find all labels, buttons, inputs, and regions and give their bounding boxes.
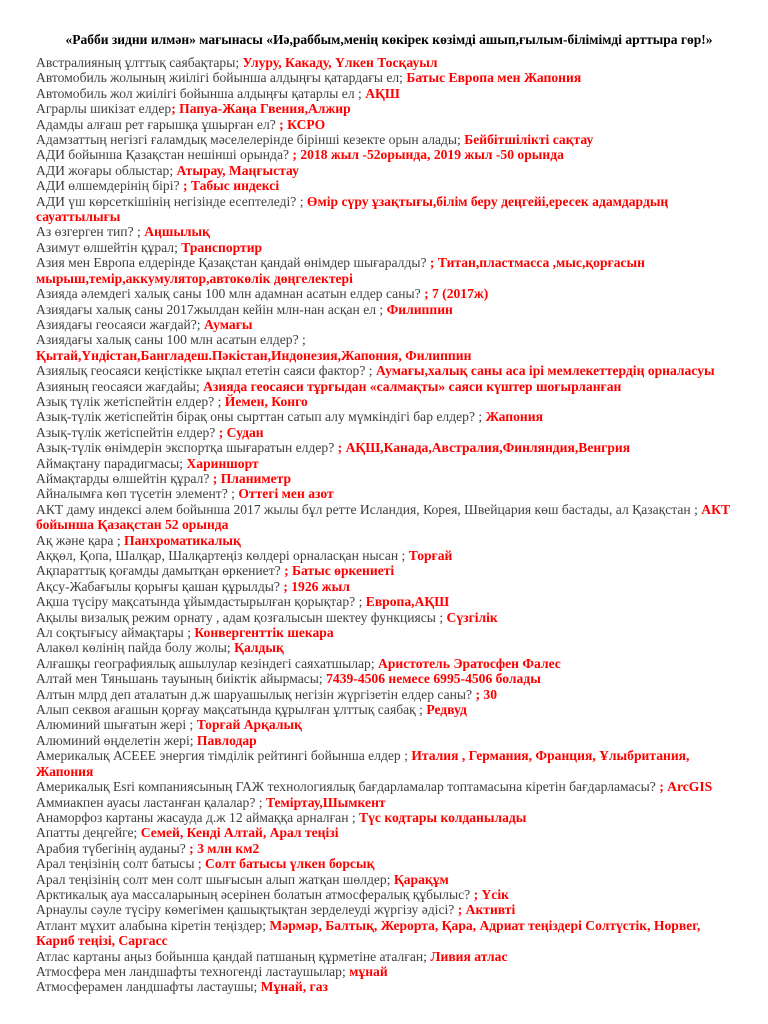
list-item (36, 533, 742, 548)
list-item (36, 132, 742, 147)
question-text: Алтын млрд деп аталатын д.ж шаруашылық негізін жүргізетін елдер саны? (36, 686, 476, 702)
answer-text: ; Титан,пластмасса ,мыс,қорғасын мырыш,темір,аккумулятор,автокөлік дөңгелектері (36, 255, 645, 286)
list-item (36, 579, 742, 594)
list-item (36, 671, 742, 686)
question-text: Аз өзгерген тип? ; (36, 224, 145, 240)
list-item (36, 240, 742, 255)
question-text: Ал соқтығысу аймақтары ; (36, 625, 195, 641)
list-item (36, 440, 742, 455)
list-item (36, 394, 742, 409)
list-item (36, 563, 742, 578)
question-text: Азық-түлік өнімдерін экспортқа шығаратын елдер? (36, 440, 338, 456)
answer-text: Атырау, Маңғыстау (176, 162, 299, 178)
list-item (36, 841, 742, 856)
answer-text: 7439-4506 немесе 6995-4506 болады (326, 671, 541, 687)
question-text: Алып секвоя ағашын қорғау мақсатында құрылған ұлттық саябақ ; (36, 702, 427, 718)
list-item (36, 332, 742, 347)
answer-text: Өмір сүру ұзақтығы,білім беру деңгейі,ересек адамдардың сауаттылығы (36, 193, 669, 225)
answer-text: Панхроматикалық (124, 532, 241, 548)
question-text: Атлас картаны аңыз бойынша қандай патшаның құрметіне аталған; (36, 948, 431, 964)
question-text: Арал теңізінің солт батысы ; (36, 856, 206, 872)
question-text: Алюминий шығатын жері ; (36, 717, 197, 733)
question-text: Азиядағы халық саны 100 млн асатын елдер? ; (36, 332, 306, 348)
question-text: Адамды алғаш рет ғарышқа ұшырған ел? (36, 116, 280, 132)
question-text: Америкалық Esri компаниясының ГАЖ технологиялық бағдарламалар топтамасына кіретін бағдарламасы? (36, 779, 660, 795)
question-text: Алакөл көлінің пайда болу жолы; (36, 640, 235, 656)
answer-text: ; КСРО (279, 116, 326, 132)
answer-text: Солт батысы үлкен борсық (205, 856, 375, 872)
list-item (36, 86, 742, 101)
answer-text: Йемен, Конго (224, 393, 308, 409)
list-item (36, 70, 742, 85)
question-text: Апатты деңгейге; (36, 825, 141, 841)
list-item (36, 471, 742, 486)
list-item (36, 733, 742, 748)
list-item (36, 918, 742, 949)
question-text: Азияның геосаяси жағдайы; (36, 378, 204, 394)
answer-text: Азияда геосаяси тұрғыдан «салмақты» саяси күштер шоғырланған (203, 378, 622, 394)
answer-text: мұнай (349, 963, 388, 979)
question-text: АДИ үш көрсеткішінің негізінде есептеледі? ; (36, 193, 307, 209)
answer-text: Павлодар (196, 732, 257, 748)
answer-text: Европа,АҚШ (365, 594, 450, 610)
answer-text: ; Батыс өркениеті (284, 563, 395, 579)
list-item (36, 348, 742, 363)
question-text: Анаморфоз картаны жасауда д.ж 12 аймаққа арналған ; (36, 809, 360, 825)
question-text: АДИ жоғары облыстар; (36, 162, 177, 178)
answer-text: Аңшылық (144, 224, 210, 240)
question-text: Азиялық геосаяси кеңістікке ықпал ететін саяси фактор? ; (36, 363, 376, 379)
list-item (36, 702, 742, 717)
answer-text: Италия , Германия, Франция, Ұлыбритания, Жапония (36, 748, 690, 779)
question-text: Аймақтану парадигмасы; (36, 455, 187, 471)
answer-text: ; 7 (2017ж) (424, 286, 489, 302)
answer-text: АҚШ (365, 85, 400, 101)
list-item (36, 548, 742, 563)
list-item (36, 255, 742, 286)
answer-text: Қытай,Үндістан,Бангладеш.Пәкістан,Индонезия,Жапония, Филиппин (36, 347, 472, 363)
list-item (36, 825, 742, 840)
question-text: Азық-түлік жетіспейтін елдер? (36, 424, 219, 440)
list-item (36, 178, 742, 193)
question-text: Ақша түсіру мақсатында ұйымдастырылған қорықтар? ; (36, 594, 366, 610)
question-text: Азық түлік жетіспейтін елдер? ; (36, 393, 225, 409)
list-item (36, 949, 742, 964)
list-item (36, 224, 742, 239)
question-text: Арнаулы сәуле түсіру көмегімен қашықтықтан зерделеуді жүргізу әдісі? (36, 902, 458, 918)
answer-text: Мұнай, газ (260, 979, 328, 995)
question-text: Арабия түбегінің ауданы? (36, 840, 190, 856)
list-item (36, 286, 742, 301)
question-text: Азиядағы геосаяси жағдай?; (36, 316, 204, 332)
answer-text: Бейбітшілікті сақтау (464, 132, 594, 148)
answer-text: Конвергенттік шекара (194, 625, 334, 641)
answer-text: Қалдық (234, 640, 284, 656)
question-text: Азиядағы халық саны 2017жылдан кейін млн-нан асқан ел ; (36, 301, 387, 317)
question-text: АДИ өлшемдерінің бірі? (36, 178, 183, 194)
answer-text: Ливия атлас (430, 948, 508, 964)
answer-text: Қарақұм (393, 871, 449, 887)
answer-text: ; АҚШ,Канада,Австралия,Финляндия,Венгрия (337, 440, 631, 456)
question-text: Атмосфера мен ландшафты техногенді ластаушылар; (36, 963, 350, 979)
list-item (36, 717, 742, 732)
answer-text: ; Папуа-Жаңа Гвения,Алжир (171, 101, 351, 117)
answer-text: Жапония (485, 409, 543, 425)
list-item (36, 887, 742, 902)
list-item (36, 101, 742, 116)
question-text: Автомобиль жол жиілігі бойынша алдыңғы қатарлы ел ; (36, 85, 366, 101)
list-item (36, 640, 742, 655)
question-text: Азимут өлшейтін құрал; (36, 239, 182, 255)
question-text: Аймақтарды өлшейтін құрал? (36, 470, 213, 486)
question-text: Адамзаттың негізгі ғаламдық мәселелерінде бірінші кезекте орын алады; (36, 132, 465, 148)
question-text: Алтай мен Тяньшань тауының биіктік айырмасы; (36, 671, 327, 687)
list-item (36, 810, 742, 825)
answer-text: Аристотель Эратосфен Фалес (378, 655, 561, 671)
answer-text: АКТ бойынша Қазақстан 52 орында (36, 501, 731, 533)
answer-text: ; ArcGIS (659, 779, 713, 795)
answer-text: Сүзгілік (446, 609, 498, 625)
answer-text: Улуру, Какаду, Үлкен Тосқауыл (242, 55, 438, 70)
answer-text: Теміртау,Шымкент (265, 794, 386, 810)
answer-text: Торғай Арқалық (196, 717, 302, 733)
list-item (36, 902, 742, 917)
list-item (36, 856, 742, 871)
list-item (36, 194, 742, 225)
list-item (36, 610, 742, 625)
answer-text: ; Судан (218, 424, 264, 440)
question-text: Аммиакпен ауасы ластанған қалалар? ; (36, 794, 266, 810)
list-item (36, 147, 742, 162)
question-text: Ақылы визалық режим орнату , адам қозғалысын шектеу функциясы ; (36, 609, 447, 625)
list-item (36, 594, 742, 609)
answer-text: Редвуд (426, 702, 467, 718)
list-item (36, 163, 742, 178)
answer-text: ; 30 (475, 686, 498, 702)
list-item (36, 795, 742, 810)
list-item (36, 687, 742, 702)
answer-text: Батыс Европа мен Жапония (406, 70, 582, 86)
question-text: Америкалық АСЕЕЕ энергия тімділік рейтингі бойынша елдер ; (36, 748, 412, 764)
answer-text: Семей, Кенді Алтай, Арал теңізі (140, 825, 339, 841)
document-title: «Рабби зидни илмән» мағынасы «Иә,раббым,менің көкірек көзімді ашып,ғылым-білімімді арттыра гөр!» (65, 32, 713, 47)
list-item (36, 502, 742, 533)
list-item (36, 748, 742, 779)
question-text: Айналымға көп түсетін элемент? ; (36, 486, 239, 502)
answer-text: Аумағы,халық саны аса ірі мемлекеттердің орналасуы (375, 363, 715, 379)
question-text: Аққөл, Қопа, Шалқар, Шалқартеңіз көлдері орналасқан нысан ; (36, 548, 409, 563)
answer-text: Түс кодтары колданылады (359, 809, 527, 825)
entry-list (36, 55, 742, 995)
answer-text: ; Планиметр (212, 470, 292, 486)
question-text: АКТ даму индексі әлем бойынша 2017 жылы бұл ретте Исландия, Корея, Швейцария көш бастады, ал Қазақстан ; (36, 501, 702, 517)
question-text: Азияда әлемдегі халық саны 100 млн адамнан асатын елдер саны? (36, 286, 425, 302)
question-text: Австралияның ұлттық саябақтары; (36, 55, 243, 70)
list-item (36, 456, 742, 471)
list-item (36, 625, 742, 640)
list-item (36, 872, 742, 887)
answer-text: ; Үсік (473, 886, 509, 902)
question-text: Алюминий өңделетін жері; (36, 732, 197, 748)
list-item (36, 317, 742, 332)
list-item (36, 486, 742, 501)
list-item (36, 55, 742, 70)
question-text: Аграрлы шикізат елдер (36, 101, 172, 117)
answer-text: Хариншорт (186, 455, 259, 471)
list-item (36, 409, 742, 424)
list-item (36, 302, 742, 317)
list-item (36, 117, 742, 132)
list-item (36, 656, 742, 671)
answer-text: ; Активті (457, 902, 516, 918)
question-text: Атмосферамен ландшафты ластаушы; (36, 979, 261, 995)
answer-text: Торғай (408, 548, 453, 563)
question-text: Автомобиль жолының жиілігі бойынша алдыңғы қатардағы ел; (36, 70, 407, 86)
answer-text: Транспортир (181, 239, 263, 255)
list-item (36, 379, 742, 394)
question-text: Ақсу-Жабағылы қорығы қашан құрылды? (36, 578, 284, 594)
question-text: Ақпараттық қоғамды дамытқан өркениет? (36, 563, 285, 579)
answer-text: ; Табыс индексі (182, 178, 280, 194)
answer-text: Филиппин (386, 301, 453, 317)
list-item (36, 779, 742, 794)
answer-text: Аумағы (203, 316, 253, 332)
list-item (36, 425, 742, 440)
question-text: Арал теңізінің солт мен солт шығысын алып жатқан шөлдер; (36, 871, 394, 887)
answer-text: ; 2018 жыл -52орында, 2019 жыл -50 орында (292, 147, 564, 163)
question-text: Алғашқы географиялық ашылулар кезіндегі саяхатшылар; (36, 655, 379, 671)
list-item (36, 363, 742, 378)
question-text: Азық-түлік жетіспейтін бірақ оны сырттан сатып алу мүмкіндігі бар елдер? ; (36, 409, 486, 425)
answer-text: ; 3 млн км2 (189, 840, 260, 856)
list-item (36, 964, 742, 979)
answer-text: Оттегі мен азот (238, 486, 334, 502)
answer-text: Мәрмәр, Балтық, Жерорта, Қара, Адриат теңіздері Солтүстік, Норвег, Кариб теңізі, Саргасс (36, 917, 701, 949)
list-item (36, 979, 742, 994)
question-text: Азия мен Европа елдерінде Қазақстан қандай өнімдер шығаралды? (36, 255, 430, 271)
answer-text: ; 1926 жыл (283, 578, 350, 594)
question-text: Ақ және қара ; (36, 532, 124, 548)
question-text: Атлант мұхит алабына кіретін теңіздер; (36, 917, 270, 933)
question-text: АДИ бойынша Қазақстан нешінші орында? (36, 147, 293, 163)
question-text: Арктикалық ауа массаларының әсерінен болатын атмосфералық құбылыс? (36, 886, 474, 902)
